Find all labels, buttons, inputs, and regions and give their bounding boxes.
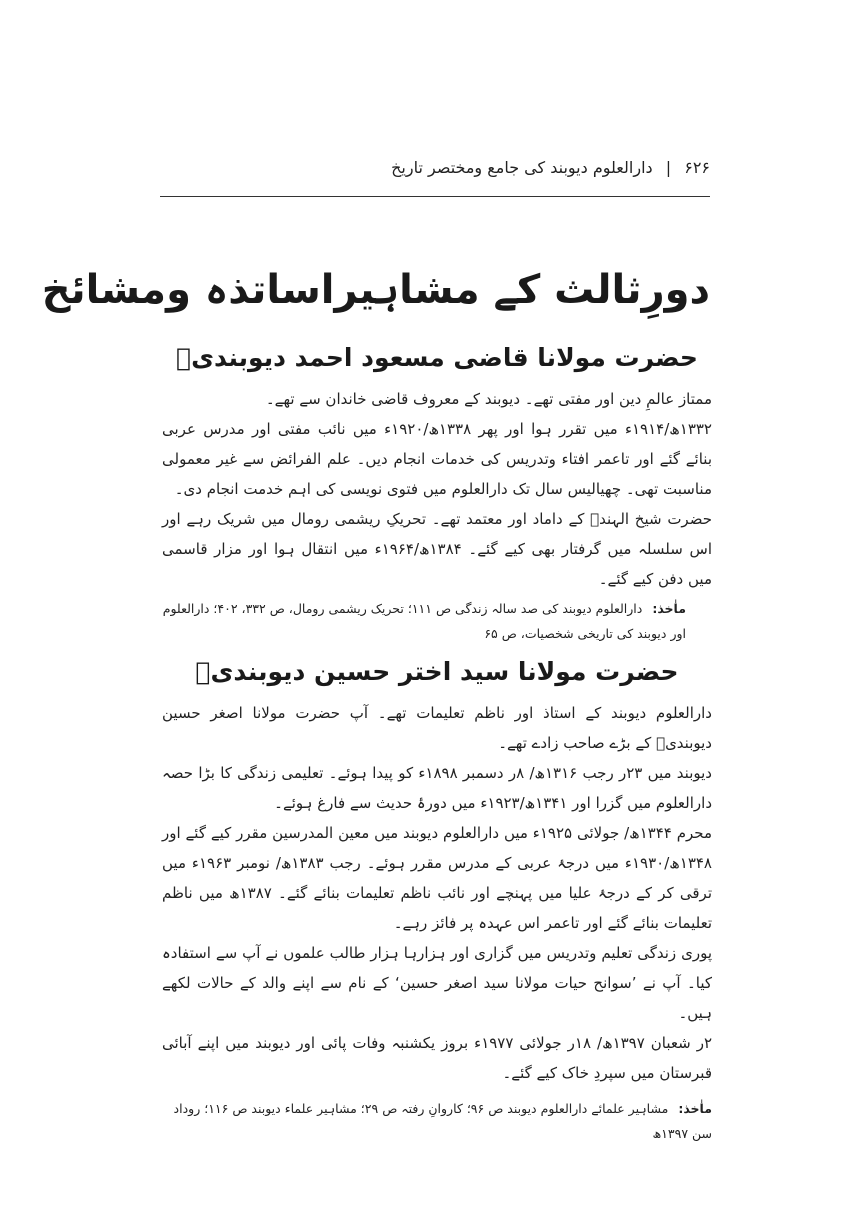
source-note xyxy=(162,1096,712,1146)
source-text: مشاہیر علمائے دارالعلوم دیوبند ص ۹۶؛ کاروانِ رفتہ ص ۲۹؛ مشاہیر علماء دیوبند ص ۱۱۶؛ روداد سن ۱۳۹۷ھ xyxy=(173,1101,712,1141)
paragraph: حضرت شیخ الہندؒ کے داماد اور معتمد تھے۔ تحریکِ ریشمی رومال میں شریک رہے اور اس سلسلہ میں گرفتار بھی کیے گئے۔ ۱۳۸۴ھ/۱۹۶۴ء میں انتقال ہوا اور مزار قاسمی میں دفن کیے گئے۔ xyxy=(162,510,712,588)
paragraph: دیوبند میں ۲۳ر رجب ۱۳۱۶ھ/ ۸ر دسمبر ۱۸۹۸ء کو پیدا ہوئے۔ تعلیمی زندگی کا بڑا حصہ دارالعلوم میں گزرا اور ۱۳۴۱ھ/۱۹۲۳ء میں دورۂ حدیث سے فارغ ہوئے۔ xyxy=(162,764,712,812)
paragraph: پوری زندگی تعلیم وتدریس میں گزاری اور ہزارہا ہزار طالب علموں نے آپ سے استفادہ کیا۔ آپ نے ’سوانح حیات مولانا سید اصغر حسین‘ کے نام سے اپنے والد کے حالات لکھے ہیں۔ xyxy=(162,944,712,1022)
paragraph: دارالعلوم دیوبند کے استاذ اور ناظم تعلیمات تھے۔ آپ حضرت مولانا اصغر حسین دیوبندیؒ کے بڑے صاحب زادے تھے۔ xyxy=(162,704,712,752)
paragraph: ۱۳۳۲ھ/۱۹۱۴ء میں تقرر ہوا اور پھر ۱۳۳۸ھ/۱۹۲۰ء میں نائب مفتی اور مدرس عربی بنائے گئے اور تاعمر افتاء وتدریس کی خدمات انجام دیں۔ علم الفرائض سے غیر معمولی مناسبت تھی۔ چھیالیس سال تک دارالعلوم میں فتوی نویسی کی اہم خدمت انجام دی۔ xyxy=(162,420,712,498)
book-title: دارالعلوم دیوبند کی جامع ومختصر تاریخ xyxy=(391,158,653,177)
header-separator: | xyxy=(665,158,672,177)
paragraph: محرم ۱۳۴۴ھ/ جولائی ۱۹۲۵ء میں دارالعلوم دیوبند میں معین المدرسین مقرر کیے گئے اور ۱۳۴۸ھ/۱۹۳۰ء میں درجۂ عربی کے مدرس مقرر ہوئے۔ رجب ۱۳۸۳ھ/ نومبر ۱۹۶۳ء میں ترقی کر کے درجۂ علیا میں پہنچے اور نائب ناظم تعلیمات بنائے گئے۔ ۱۳۸۷ھ میں ناظم تعلیمات بنائے گئے اور تاعمر اس عہدہ پر فائز رہے۔ xyxy=(162,824,712,932)
section-heading: حضرت مولانا سید اختر حسین دیوبندیؒ xyxy=(195,657,679,686)
source-note xyxy=(162,596,686,646)
header-rule xyxy=(160,196,710,197)
section-heading: حضرت مولانا قاضی مسعود احمد دیوبندیؒ xyxy=(176,343,698,372)
chapter-title: دورِثالث کے مشاہیراساتذہ ومشائخ xyxy=(41,267,710,313)
paragraph: ۲ر شعبان ۱۳۹۷ھ/ ۱۸ر جولائی ۱۹۷۷ء بروز یکشنبہ وفات پائی اور دیوبند میں اپنے آبائی قبرستان میں سپردِ خاک کیے گئے۔ xyxy=(162,1034,713,1082)
page-body xyxy=(162,338,712,1150)
running-header xyxy=(160,158,710,177)
biography-section xyxy=(162,338,712,646)
paragraph: ممتاز عالمِ دین اور مفتی تھے۔ دیوبند کے معروف قاضی خاندان سے تھے۔ xyxy=(265,390,712,408)
biography-section xyxy=(162,652,712,1146)
source-text: دارالعلوم دیوبند کی صد سالہ زندگی ص ۱۱۱؛ تحریک ریشمی رومال، ص ۳۳۲، ۴۰۲؛ دارالعلوم اور دیوبند کی تاریخی شخصیات، ص ۶۵ xyxy=(162,601,686,641)
source-label: ماٰخذ: xyxy=(652,601,686,616)
page-number: ۶۲۶ xyxy=(684,158,710,177)
source-label: ماٰخذ: xyxy=(678,1101,712,1116)
